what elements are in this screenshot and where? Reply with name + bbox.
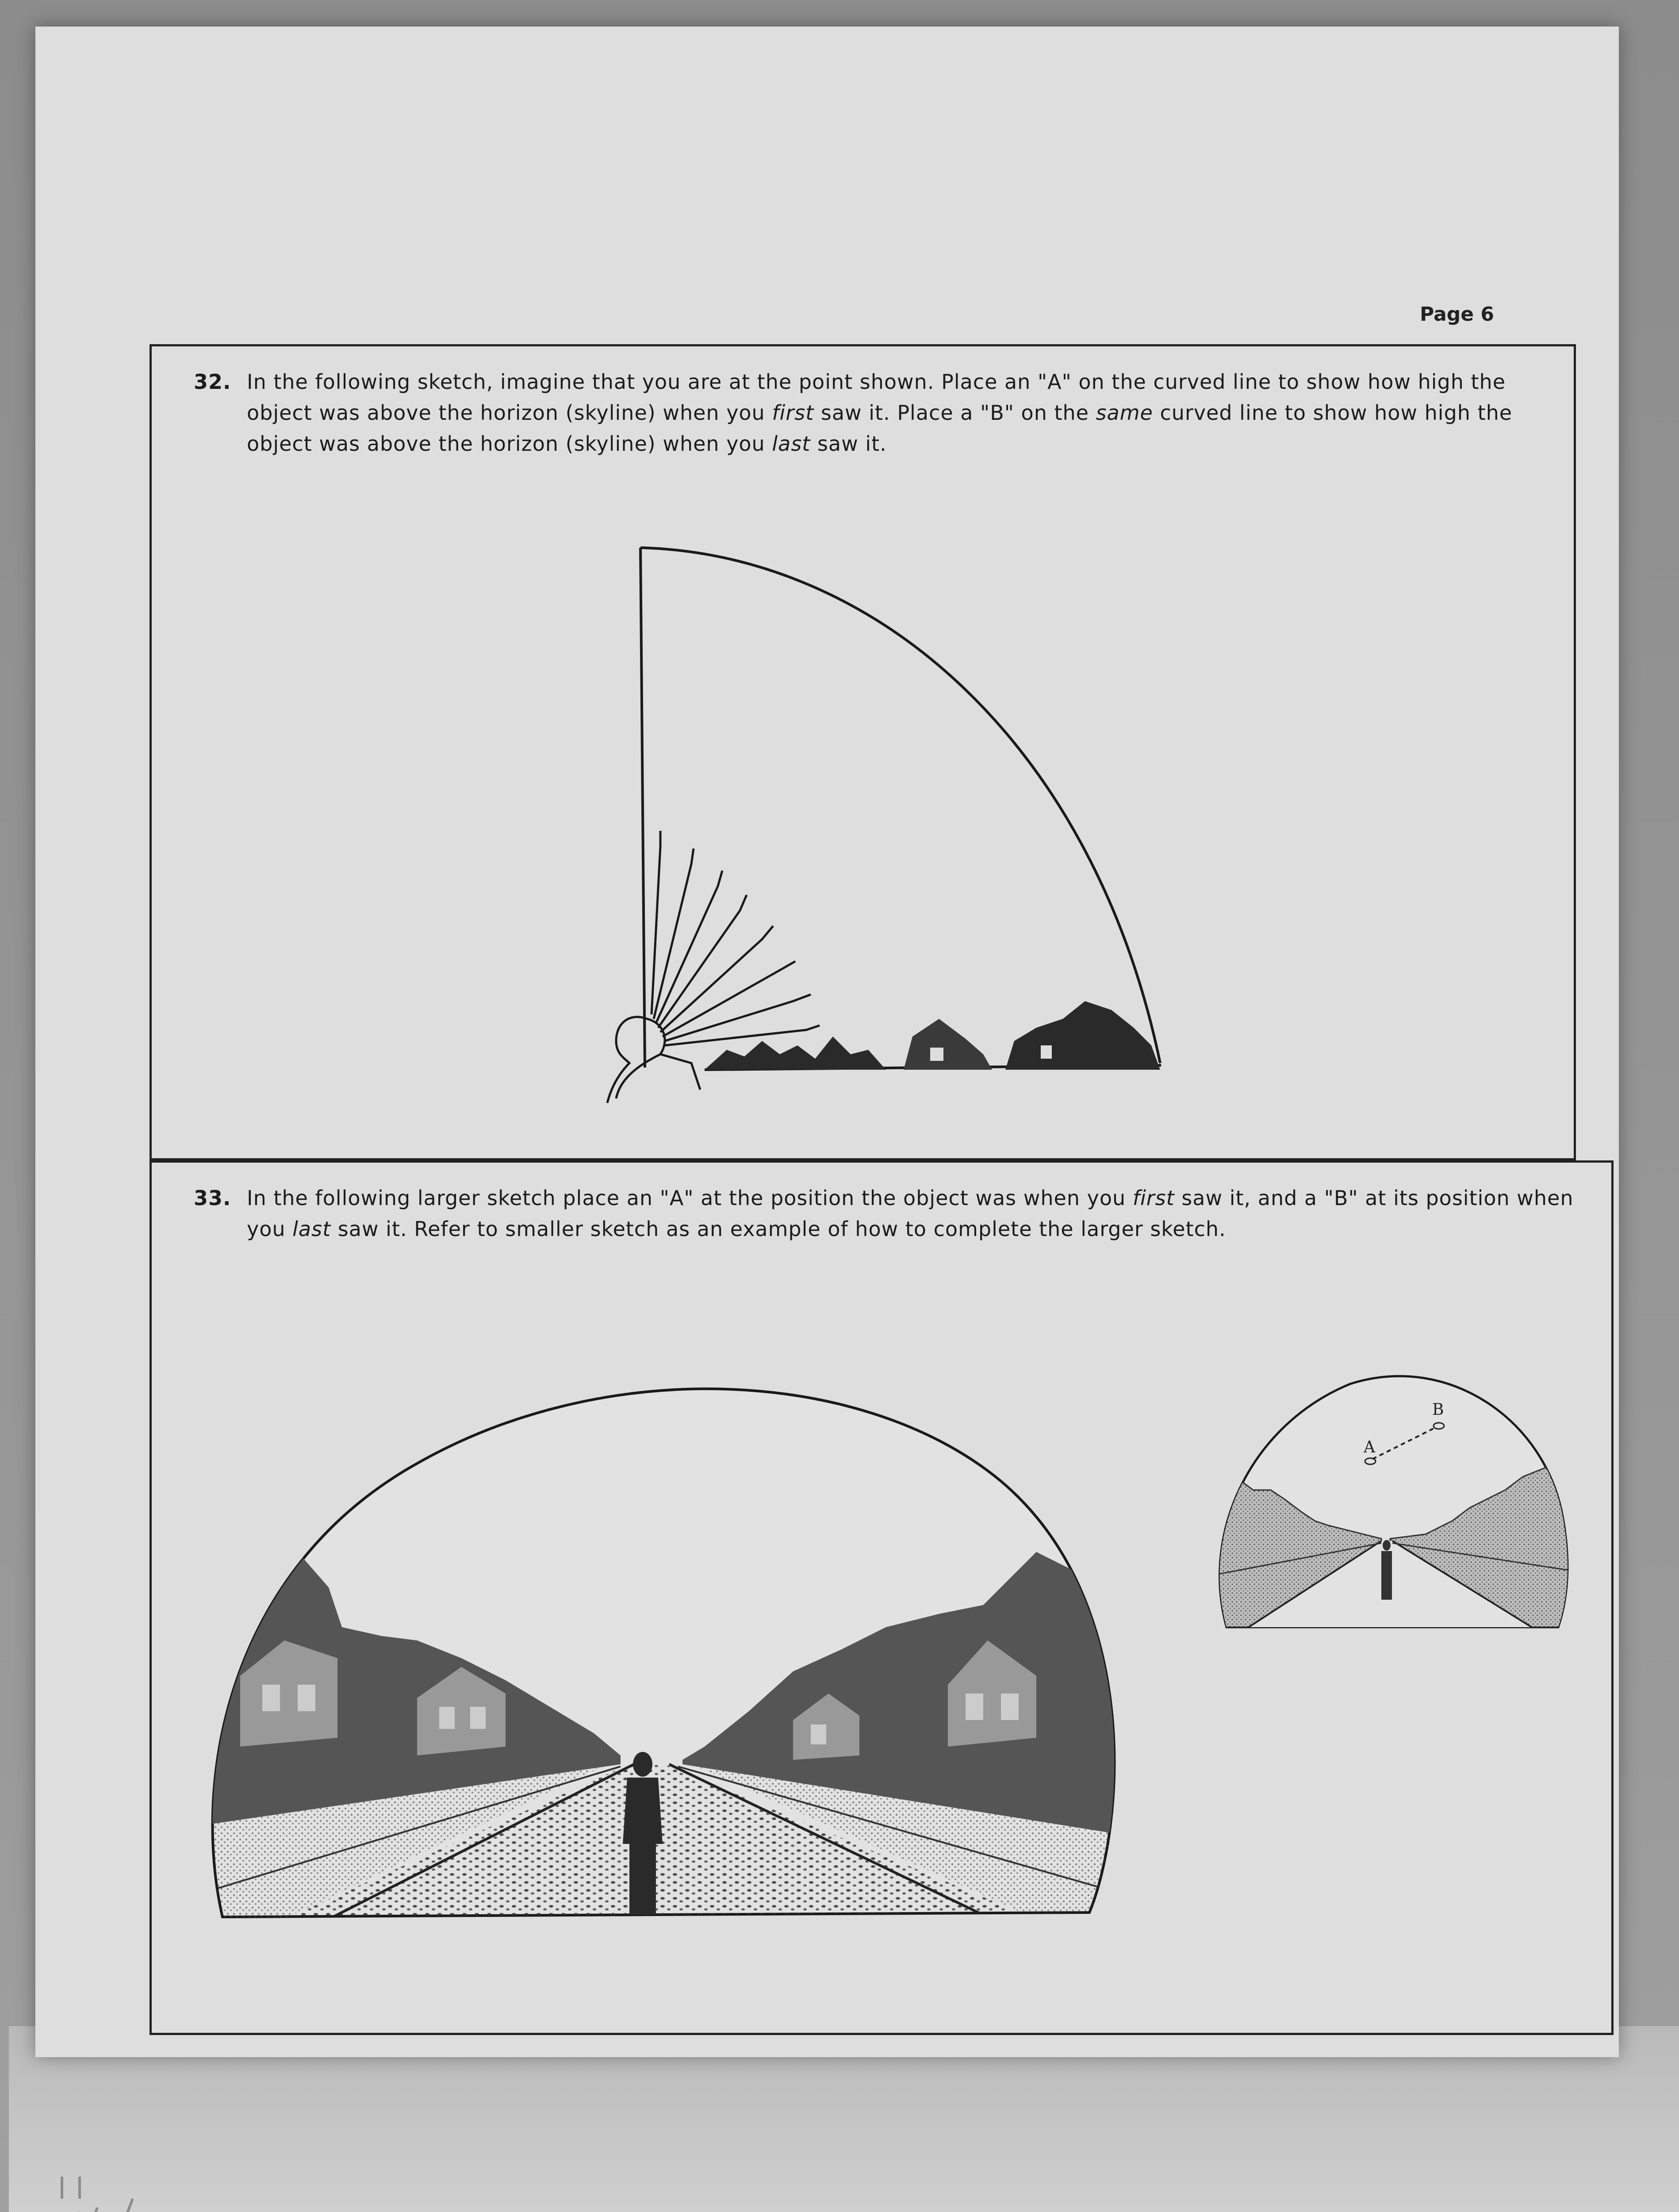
example-label-b: B — [1432, 1401, 1444, 1419]
question-32-box — [150, 344, 1576, 1160]
question-body: In the following larger sketch place an "A" at the position the object was when you first saw it, and a "B" at its position when you last saw it. Refer to smaller sketch as an example of how to complete the larger sketch. — [247, 1186, 1574, 1241]
pencil-scribble — [44, 2159, 186, 2212]
page-number: Page 6 — [1420, 303, 1495, 326]
example-label-a: A — [1364, 1438, 1375, 1456]
questionnaire-page — [35, 27, 1619, 2057]
question-number: 32. — [194, 370, 231, 394]
man-figure — [607, 1017, 700, 1103]
skyline-illustration — [705, 1001, 1160, 1070]
vertical-line — [640, 548, 645, 1068]
pointing-arms — [652, 831, 820, 1045]
example-sketch — [1196, 1344, 1594, 1636]
question-number: 33. — [194, 1186, 231, 1210]
elevation-arc[interactable] — [640, 548, 1160, 1063]
question-body: In the following sketch, imagine that you are at the point shown. Place an "A" on the curved line to show how high the object was above the horizon (skyline) when you first saw it. Place a "B" on the same curved line to show how high the object was above the horizon (skyline) when you last saw it. — [247, 370, 1513, 456]
quarter-circle-sketch — [152, 346, 1578, 1163]
question-33-box — [150, 1160, 1614, 2035]
